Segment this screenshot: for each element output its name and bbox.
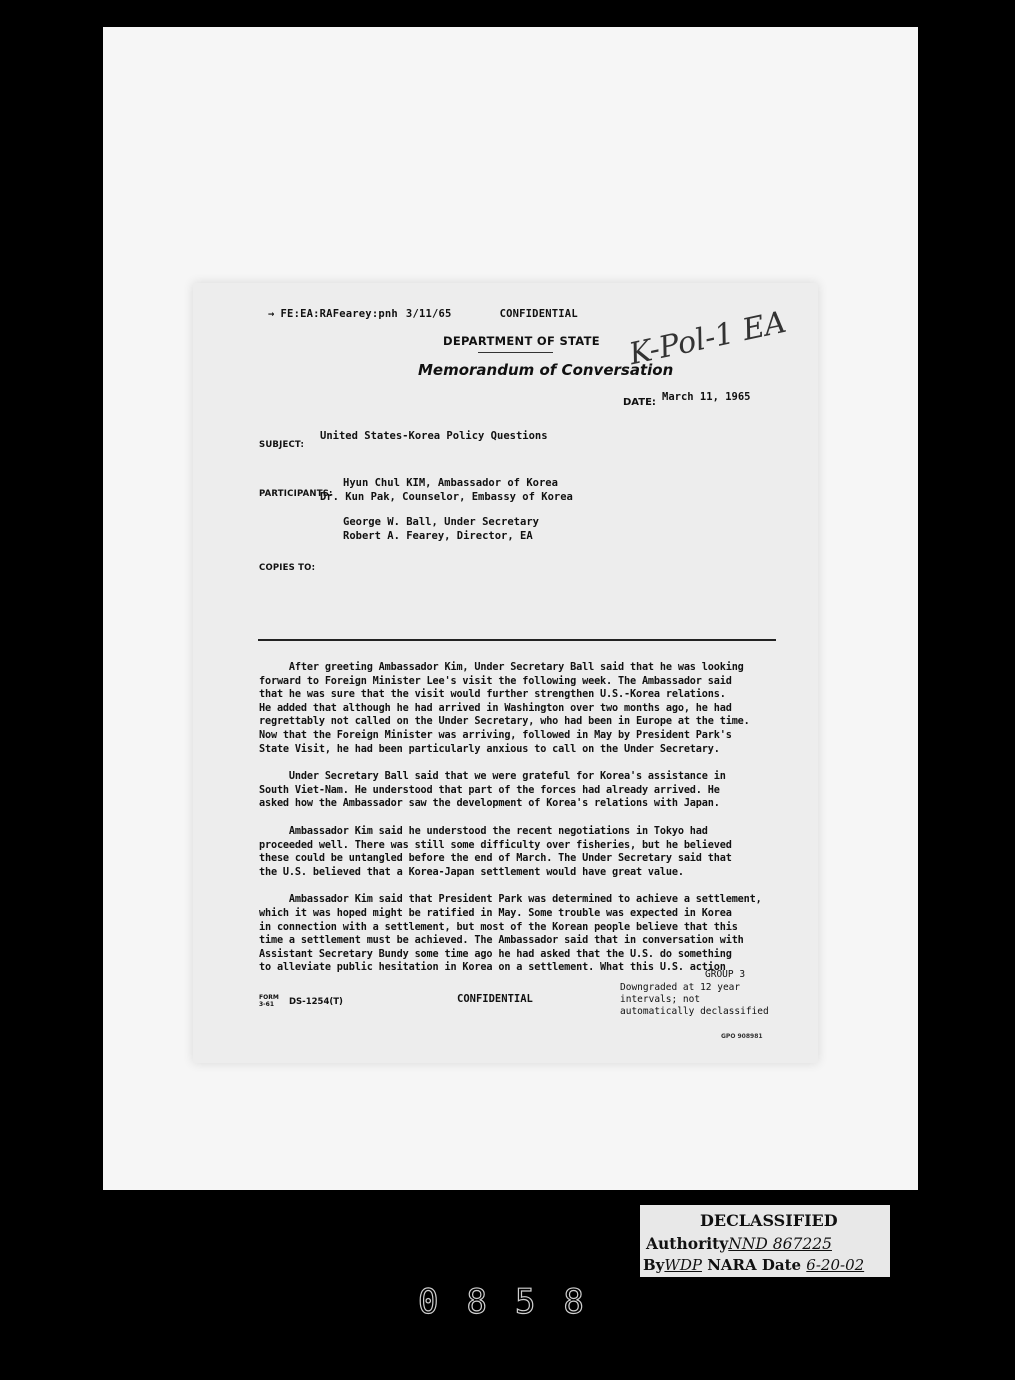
classification-top: CONFIDENTIAL (499, 308, 578, 320)
text-line: Under Secretary Ball said that we were grateful for Korea's assistance in (259, 771, 726, 783)
participant: George W. Ball, Under Secretary (343, 516, 539, 528)
text-line: Ambassador Kim said he understood the recent negotiations in Tokyo had (259, 825, 708, 837)
frame-number: 0858 (418, 1282, 612, 1322)
declassified-stamp (640, 1205, 890, 1277)
text-line: forward to Foreign Minister Lee's visit the following week. The Ambassador said (259, 675, 732, 687)
text-line: Now that the Foreign Minister was arriving, followed in May by President Park's (259, 729, 732, 741)
routing-line (268, 308, 578, 320)
subject-label: SUBJECT: (259, 440, 305, 450)
downgrade-line: intervals; not (620, 994, 701, 1005)
participant: Hyun Chul KIM, Ambassador of Korea (343, 477, 558, 489)
stamp-authority (646, 1234, 832, 1253)
text-line: proceeded well. There was still some difficulty over fisheries, but he believed (259, 839, 732, 851)
text-line: State Visit, he had been particularly anxious to call on the Under Secretary. (259, 743, 720, 755)
text-line: He added that although he had arrived in Washington over two months ago, he had (259, 702, 732, 714)
text-line: After greeting Ambassador Kim, Under Secretary Ball said that he was looking (259, 662, 744, 673)
nara-date-label: NARA Date (707, 1256, 802, 1274)
date-value: March 11, 1965 (662, 391, 751, 403)
memorandum-sheet (193, 283, 818, 1063)
text-line: time a settlement must be achieved. The Ambassador said that in conversation with (259, 935, 744, 947)
by-value: WDP (664, 1256, 702, 1274)
form-label-line: FORM (259, 994, 279, 1001)
paragraph (259, 770, 789, 811)
text-line: Ambassador Kim said that President Park was determined to achieve a settlement, (259, 894, 762, 906)
form-label-line: 3-61 (259, 1001, 275, 1008)
department-heading: DEPARTMENT OF STATE (443, 334, 600, 348)
subject-value: United States-Korea Policy Questions (320, 430, 548, 442)
arrow-mark: → (268, 308, 275, 320)
drafted-date: 3/11/65 (405, 308, 452, 320)
by-label: By (643, 1256, 665, 1274)
memo-title: Memorandum of Conversation (418, 361, 674, 379)
text-line: asked how the Ambassador saw the development of Korea's relations with Japan. (259, 798, 720, 810)
text-line: to alleviate public hesitation in Korea on a settlement. What this U.S. action (259, 962, 726, 974)
text-line: that he was sure that the visit would further strengthen U.S.-Korea relations. (259, 689, 726, 701)
stamp-by-line (643, 1256, 864, 1274)
authority-value: NND 867225 (728, 1235, 832, 1253)
participant: Robert A. Fearey, Director, EA (343, 530, 533, 542)
form-code: DS-1254(T) (289, 997, 343, 1007)
participant: Dr. Kun Pak, Counselor, Embassy of Korea (320, 491, 573, 503)
body-divider (258, 639, 776, 641)
memo-body (259, 661, 789, 989)
paragraph (259, 661, 789, 756)
text-line: which it was hoped might be ratified in May. Some trouble was expected in Korea (259, 907, 732, 919)
stamp-title: DECLASSIFIED (700, 1211, 838, 1230)
downgrade-line: automatically declassified (620, 1006, 769, 1017)
date-label: DATE: (623, 397, 656, 408)
copies-to-label: COPIES TO: (259, 563, 316, 573)
paragraph (259, 893, 789, 975)
gpo-code: GPO 908981 (721, 1033, 763, 1040)
text-line: South Viet-Nam. He understood that part of the forces had already arrived. He (259, 784, 720, 796)
authority-label: Authority (646, 1234, 729, 1253)
text-line: Assistant Secretary Bundy some time ago he had asked that the U.S. do something (259, 948, 732, 960)
handwritten-file-annotation: K-Pol-1 EA (626, 304, 790, 373)
downgrade-notice (620, 982, 769, 1018)
participants-label: PARTICIPANTS: (259, 489, 333, 499)
text-line: regrettably not called on the Under Secretary, who had been in Europe at the time. (259, 716, 750, 728)
nara-date-value: 6-20-02 (806, 1256, 865, 1274)
text-line: the U.S. believed that a Korea-Japan settlement would have great value. (259, 866, 684, 878)
heading-rule (478, 352, 553, 353)
downgrade-line: Downgraded at 12 year (620, 982, 741, 993)
form-label (259, 994, 279, 1008)
group-marking: GROUP 3 (705, 969, 746, 980)
text-line: in connection with a settlement, but most of the Korean people believe that this (259, 921, 738, 933)
text-line: these could be untangled before the end of March. The Under Secretary said that (259, 853, 732, 865)
routing-symbol: FE:EA:RAFearey:pnh (280, 308, 398, 320)
paragraph (259, 825, 789, 879)
classification-bottom: CONFIDENTIAL (457, 993, 533, 1005)
